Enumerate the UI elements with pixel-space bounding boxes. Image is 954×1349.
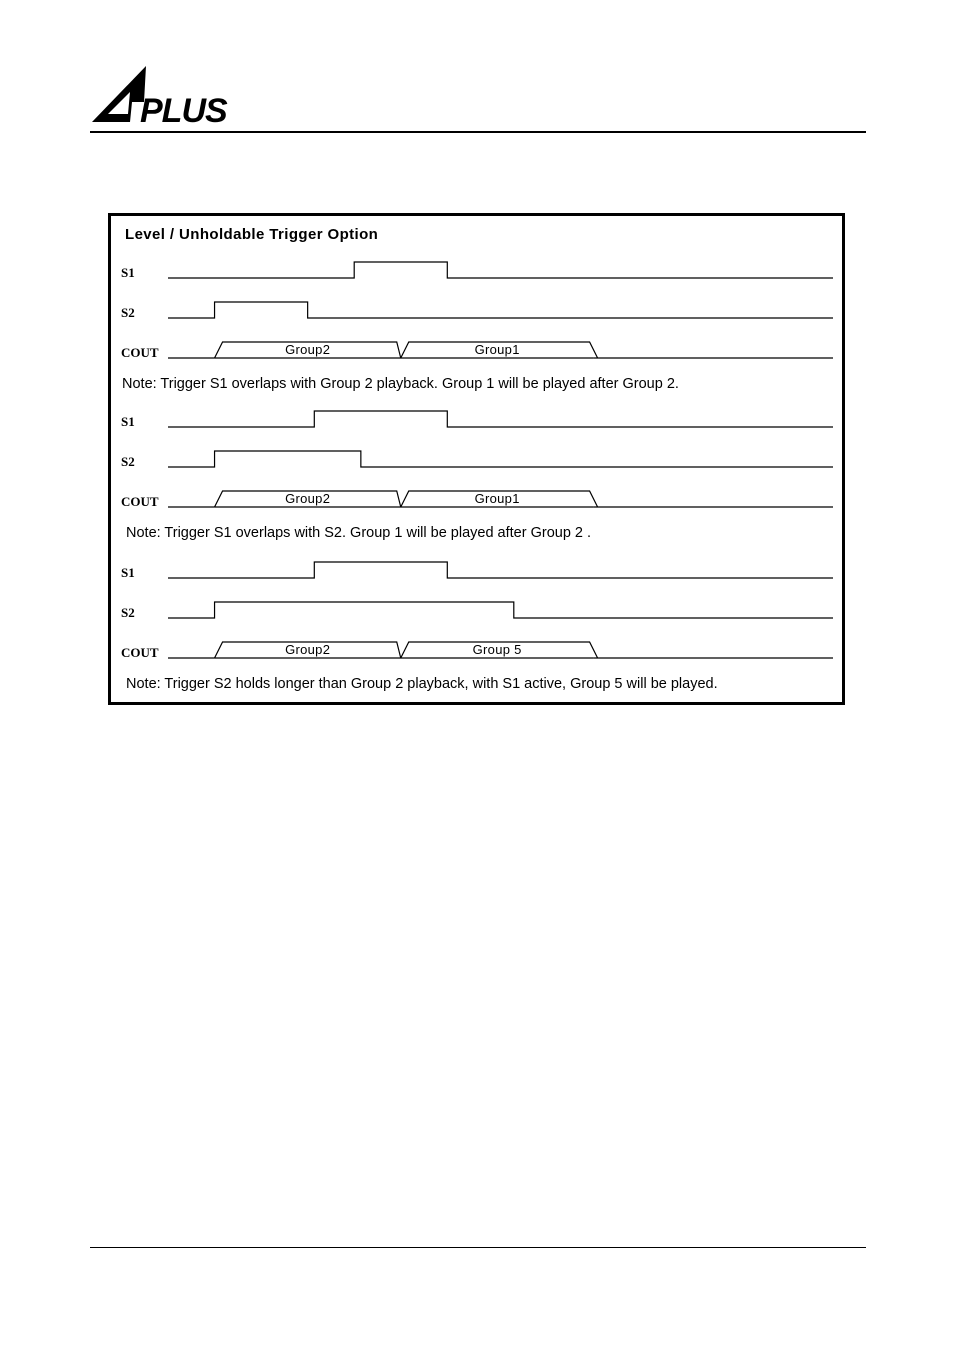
panel-note-1: Note: Trigger S1 overlaps with Group 2 playback. Group 1 will be played after Group 2. bbox=[122, 376, 679, 392]
header-rule bbox=[90, 131, 866, 133]
footer-rule bbox=[90, 1247, 866, 1248]
timing-panel-2 bbox=[121, 411, 833, 541]
signal-label-s2: S2 bbox=[121, 605, 135, 620]
timing-panel-3 bbox=[121, 562, 833, 692]
diagram-panels bbox=[121, 262, 833, 692]
signal-label-cout: COUT bbox=[121, 645, 159, 660]
waveform-s1 bbox=[168, 262, 833, 278]
diagram-title: Level / Unholdable Trigger Option bbox=[125, 226, 379, 243]
signal-label-s2: S2 bbox=[121, 305, 135, 320]
cout-segment-label-2: Group 5 bbox=[472, 642, 522, 657]
waveform-s2 bbox=[168, 602, 833, 618]
aplus-logo-icon bbox=[90, 64, 235, 126]
cout-segment-label-2: Group1 bbox=[474, 342, 520, 357]
cout-segment-label-2: Group1 bbox=[474, 491, 520, 506]
waveform-s1 bbox=[168, 411, 833, 427]
signal-label-s2: S2 bbox=[121, 454, 135, 469]
waveform-s1 bbox=[168, 562, 833, 578]
signal-label-s1: S1 bbox=[121, 565, 135, 580]
signal-label-s1: S1 bbox=[121, 265, 135, 280]
cout-segment-label-1: Group2 bbox=[285, 491, 331, 506]
cout-segment-label-1: Group2 bbox=[285, 642, 331, 657]
logo-text: PLUS bbox=[140, 92, 227, 126]
signal-label-s1: S1 bbox=[121, 414, 135, 429]
timing-diagram-canvas bbox=[111, 216, 842, 702]
timing-panel-1 bbox=[121, 262, 833, 392]
signal-label-cout: COUT bbox=[121, 345, 159, 360]
signal-label-cout: COUT bbox=[121, 494, 159, 509]
waveform-s2 bbox=[168, 451, 833, 467]
timing-diagram bbox=[108, 213, 845, 705]
cout-segment-label-1: Group2 bbox=[285, 342, 331, 357]
waveform-s2 bbox=[168, 302, 833, 318]
panel-note-3: Note: Trigger S2 holds longer than Group 2 playback, with S1 active, Group 5 will be played. bbox=[126, 676, 718, 692]
panel-note-2: Note: Trigger S1 overlaps with S2. Group 1 will be played after Group 2 . bbox=[126, 525, 592, 541]
